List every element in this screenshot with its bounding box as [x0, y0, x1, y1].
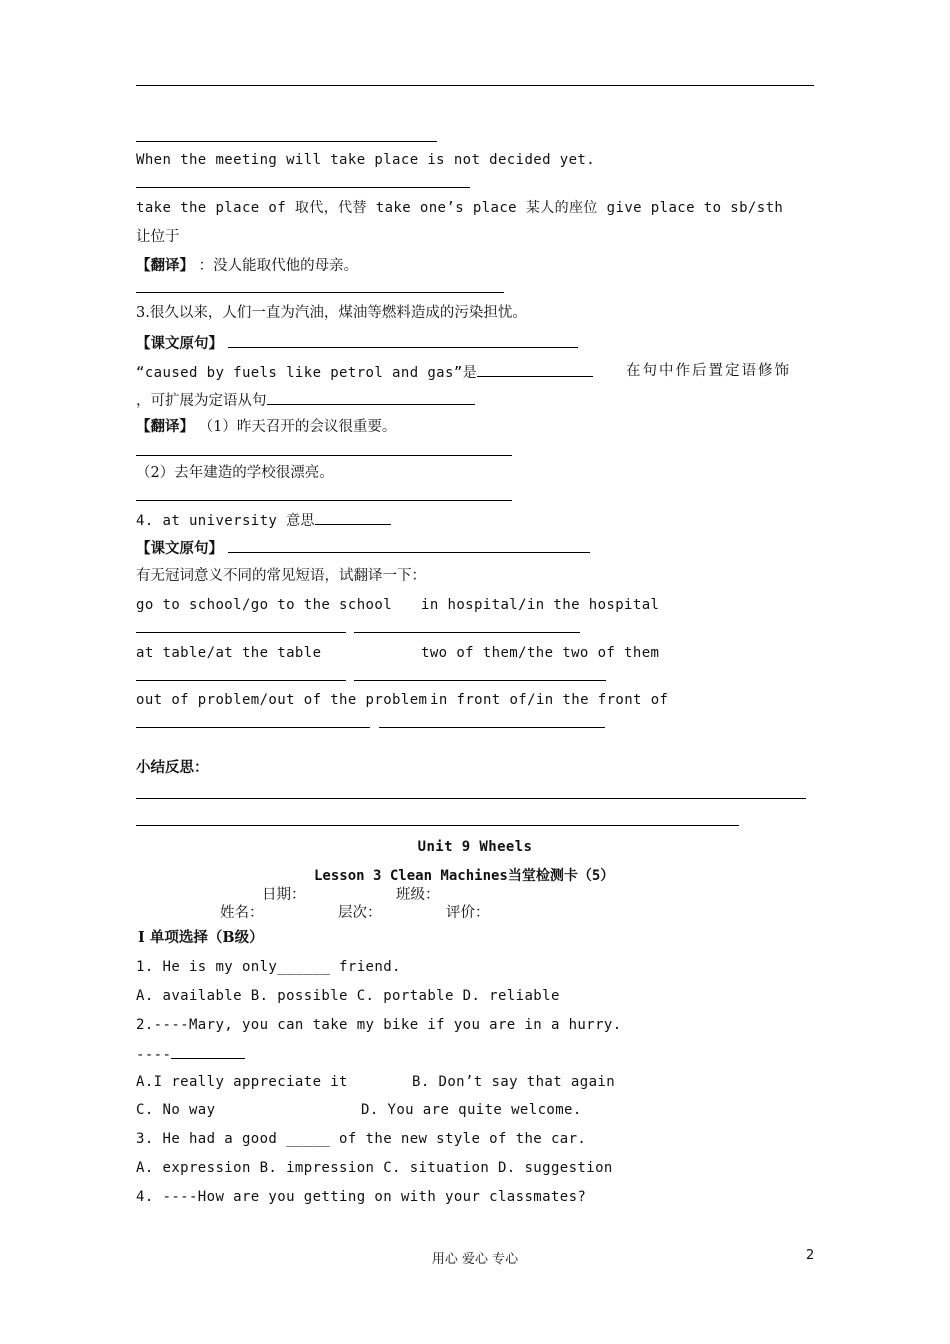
summary-heading: 小结反思：: [136, 759, 209, 776]
option-a: A.I really appreciate it: [136, 1074, 348, 1090]
answer-line: [136, 727, 370, 728]
question-3-options: A. expression B. impression C. situation D. suggestion: [136, 1160, 613, 1176]
answer-line: [136, 825, 739, 826]
item-4-text: 4. at university 意思: [136, 513, 315, 529]
question-3: 3. He had a good _____ of the new style of the car.: [136, 1131, 587, 1147]
caused-by-note-b: 在句中作后置定语修饰: [626, 363, 791, 379]
caused-by-text: “caused by fuels like petrol and gas”是: [136, 365, 478, 381]
item-4: [136, 510, 391, 530]
question-2-reply: [136, 1044, 245, 1064]
question-1: 1. He is my only______ friend.: [136, 959, 401, 975]
take-place-note: take the place of 取代，代替 take one’s place 某人的座位 give place to sb/sth: [136, 200, 784, 216]
header-rule: [136, 85, 814, 86]
caused-by-note: [136, 362, 593, 382]
eval-label: 评价：: [446, 905, 490, 921]
phrase: in hospital/in the hospital: [421, 597, 660, 613]
expand-note: [136, 390, 475, 410]
answer-line: [136, 455, 512, 456]
original-label: 【课文原句】: [136, 540, 223, 557]
reply-dashes: ----: [136, 1047, 172, 1063]
unit-title: Unit 9 Wheels: [417, 839, 533, 855]
original-sentence-4: [136, 538, 590, 558]
translate-text: ：没人能取代他的母亲。: [198, 258, 359, 274]
expand-text: ，可扩展为定语从句: [136, 393, 267, 409]
translate-label: 【翻译】: [136, 257, 194, 274]
answer-line: [136, 632, 346, 633]
lesson-title: Lesson 3 Clean Machines当堂检测卡（5）: [314, 868, 615, 884]
phrase: two of them/the two of them: [421, 645, 660, 661]
question-2: 2.----Mary, you can take my bike if you are in a hurry.: [136, 1017, 622, 1033]
fill-blank[interactable]: [228, 538, 590, 553]
fill-blank[interactable]: [267, 390, 475, 405]
option-b: B. Don’t say that again: [412, 1074, 616, 1090]
answer-line: [136, 292, 504, 293]
translate-text: （1）昨天召开的会议很重要。: [198, 419, 397, 435]
translate-item: [136, 257, 358, 275]
phrase: in front of/in the front of: [430, 692, 669, 708]
name-label: 姓名：: [220, 905, 264, 921]
fill-blank[interactable]: [477, 362, 593, 377]
answer-line: [136, 798, 806, 799]
footer-motto: 用心 爱心 专心: [431, 1252, 519, 1267]
phrase: go to school/go to the school: [136, 597, 393, 613]
phrase: at table/at the table: [136, 645, 322, 661]
fill-blank[interactable]: [171, 1044, 245, 1059]
option-d: D. You are quite welcome.: [361, 1102, 582, 1118]
question-1-options: A. available B. possible C. portable D. reliable: [136, 988, 560, 1004]
article-instruction: 有无冠词意义不同的常见短语，试翻译一下：: [136, 568, 426, 584]
fill-blank[interactable]: [228, 333, 578, 348]
page-number: 2: [806, 1248, 815, 1263]
question-4: 4. ----How are you getting on with your classmates?: [136, 1189, 587, 1205]
answer-line: [136, 141, 437, 142]
answer-line: [354, 632, 580, 633]
fill-blank[interactable]: [315, 510, 391, 525]
item-3: 3.很久以来，人们一直为汽油，煤油等燃料造成的污染担忧。: [136, 305, 527, 321]
answer-line: [136, 187, 470, 188]
translate-item-2: （2）去年建造的学校很漂亮。: [136, 465, 334, 481]
meeting-sentence: When the meeting will take place is not decided yet.: [136, 152, 596, 168]
translate-label: 【翻译】: [136, 418, 194, 435]
original-sentence-3: [136, 333, 578, 353]
translate-item: [136, 418, 396, 436]
option-c: C. No way: [136, 1102, 216, 1118]
phrase: out of problem/out of the problem: [136, 692, 428, 708]
date-label: 日期：: [262, 887, 306, 903]
section-heading: Ⅰ 单项选择（B级）: [138, 929, 264, 946]
answer-line: [136, 680, 346, 681]
level-label: 层次：: [338, 905, 382, 921]
original-label: 【课文原句】: [136, 335, 223, 352]
answer-line: [354, 680, 606, 681]
class-label: 班级：: [396, 887, 440, 903]
answer-line: [379, 727, 605, 728]
answer-line: [136, 500, 512, 501]
take-place-note-cont: 让位于: [136, 229, 180, 245]
